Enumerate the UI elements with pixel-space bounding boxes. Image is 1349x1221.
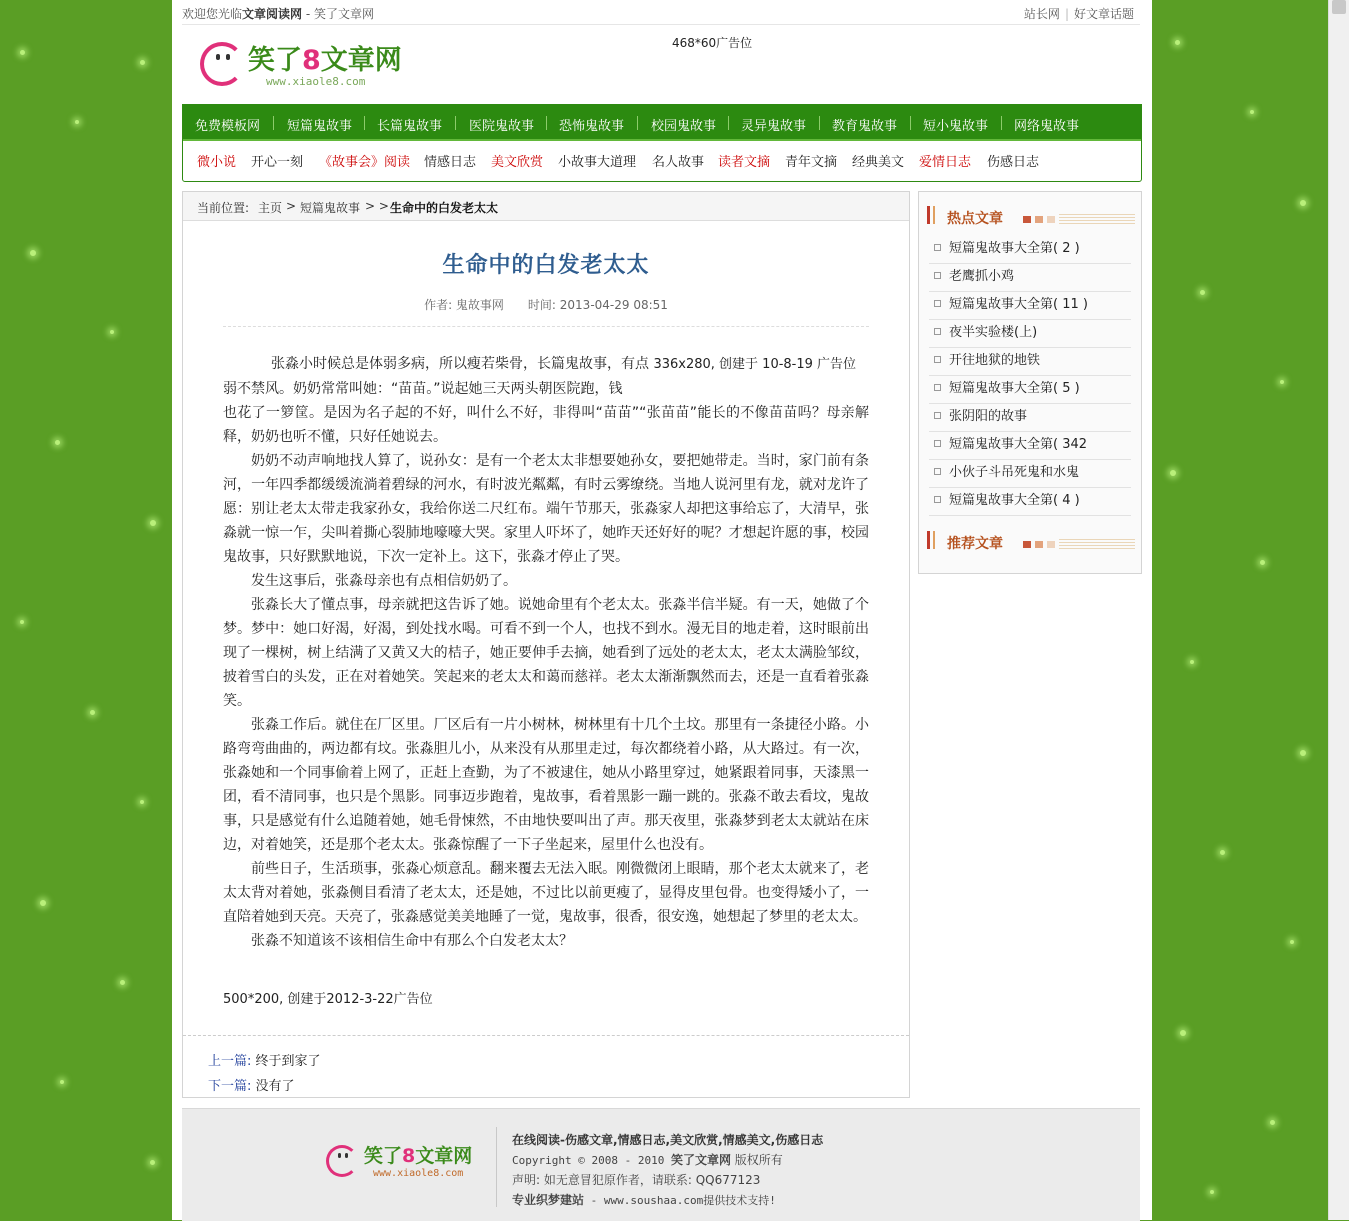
bottom-ad-placeholder[interactable]: 500*200, 创建于2012-3-22广告位 xyxy=(223,992,433,1007)
recommended-title: 推荐文章 xyxy=(947,536,1003,552)
nav-item-long-ghost[interactable]: 长篇鬼故事 xyxy=(377,119,443,134)
square-bullet-icon xyxy=(934,328,941,335)
square-bullet-icon xyxy=(934,468,941,475)
breadcrumb xyxy=(183,192,909,221)
subnav-prose[interactable]: 美文欣赏 xyxy=(491,155,544,170)
hot-articles-list xyxy=(929,236,1131,516)
subnav-youth-digest[interactable]: 青年文摘 xyxy=(785,155,838,170)
footer-site-link[interactable]: 笑了文章网 xyxy=(670,1153,731,1167)
list-item[interactable]: 小伙子斗吊死鬼和水鬼 xyxy=(929,460,1131,488)
nav-divider xyxy=(728,116,729,130)
list-item[interactable]: 开往地狱的地铁 xyxy=(929,348,1131,376)
bg-dot xyxy=(150,1160,155,1165)
footer-support: 专业织梦建站 - www.soushaa.com提供技术支持! xyxy=(512,1193,776,1207)
article-meta xyxy=(183,296,909,313)
footer-logo[interactable] xyxy=(326,1141,491,1185)
bg-dot xyxy=(1270,1120,1275,1125)
scrollbar-thumb[interactable] xyxy=(1332,0,1346,14)
nav-item-horror-ghost[interactable]: 恐怖鬼故事 xyxy=(559,119,625,134)
article-paragraph: 弱不禁风。奶奶常常叫她：“苗苗。”说起她三天两头朝医院跑，钱 xyxy=(223,381,623,397)
bg-dot xyxy=(1280,380,1284,384)
logo-url: www.xiaole8.com xyxy=(266,75,366,88)
article-paragraph: 张淼工作后。就住在厂区里。厂区后有一片小树林，树林里有十几个土坟。那里有一条捷径小路。小路弯弯曲曲的，两边都有坟。张淼胆儿小，从来没有从那里走过，每次都绕着小路，从大路过。有一次，张淼她和一个同事偷着上网了，正赶上查勤，为了不被逮住，她从小路里穿过，她紧跟着同事，天漆黑一团，看不清同事，也只是个黑影。同事迈步跑着，鬼故事，看着黑影一蹦一跳的。张淼不敢去看坟，鬼故事，只是感觉有什么追随着她，她毛骨悚然，不由地快要叫出了声。那天夜里，张淼梦到老太太就站在床边，对着她笑，还是那个老太太。张淼惊醒了一下子坐起来，屋里什么也没有。 xyxy=(223,717,869,853)
nav-item-supernatural-ghost[interactable]: 灵异鬼故事 xyxy=(741,119,807,134)
bg-dot xyxy=(1175,40,1180,45)
list-item[interactable]: 短篇鬼故事大全第( 11 ) xyxy=(929,292,1131,320)
next-article xyxy=(208,1075,295,1094)
hot-articles-title: 热点文章 xyxy=(947,211,1003,227)
page-container xyxy=(172,0,1152,1220)
logo-name: 笑了8文章网 xyxy=(248,45,402,76)
list-item[interactable]: 短篇鬼故事大全第( 2 ) xyxy=(929,236,1131,264)
footer-support-link[interactable]: 专业织梦建站 xyxy=(512,1193,585,1207)
nav-primary-bar xyxy=(183,105,1141,141)
heading-bar xyxy=(927,531,930,549)
heading-hatch xyxy=(1059,214,1135,224)
heading-square xyxy=(1023,541,1031,548)
main-navigation xyxy=(182,104,1142,182)
prev-article xyxy=(208,1050,321,1069)
list-item[interactable]: 老鹰抓小鸡 xyxy=(929,264,1131,292)
article-paragraph: 张淼长大了懂点事，母亲就把这告诉了她。说她命里有个老太太。张淼半信半疑。有一天，她做了个梦。梦中：她口好渴，好渴，到处找水喝。可看不到一个人，也找不到水。漫无目的地走着，这时眼前出现了一棵树，树上结满了又黄又大的桔子，她正要伸手去摘，她看到了远处的老太太，老太太满脸邹纹，披着雪白的头发，正在对着她笑。笑起来的老太太和蔼而慈祥。老太太渐渐飘然而去，还是一直看着张淼笑。 xyxy=(223,597,869,709)
bg-dot xyxy=(1170,470,1176,476)
breadcrumb-current: 生命中的白发老太太 xyxy=(390,201,499,215)
bg-dot xyxy=(1210,1190,1214,1194)
nav-item-tiny-ghost[interactable]: 短小鬼故事 xyxy=(923,119,989,134)
square-bullet-icon xyxy=(934,496,941,503)
bg-dot xyxy=(150,520,156,526)
bg-dot xyxy=(75,120,79,124)
bg-dot xyxy=(30,250,36,256)
heading-square xyxy=(1035,216,1043,223)
bg-dot xyxy=(120,980,125,985)
heading-hatch xyxy=(1059,539,1135,549)
square-bullet-icon xyxy=(934,384,941,391)
heading-bar xyxy=(933,531,935,549)
nav-item-internet-ghost[interactable]: 网络鬼故事 xyxy=(1014,119,1080,134)
bg-dot xyxy=(1300,200,1306,206)
breadcrumb-category[interactable]: 短篇鬼故事 xyxy=(300,201,361,215)
nav-item-hospital-ghost[interactable]: 医院鬼故事 xyxy=(469,119,535,134)
divider: | xyxy=(1064,7,1069,21)
nav-divider xyxy=(910,116,911,130)
heading-square xyxy=(1023,216,1031,223)
nav-item-free-templates[interactable]: 免费模板网 xyxy=(195,119,261,134)
next-article-link[interactable]: 没有了 xyxy=(255,1079,295,1094)
subnav-small-story-truth[interactable]: 小故事大道理 xyxy=(558,155,637,170)
bg-dot xyxy=(55,440,60,445)
welcome-text xyxy=(182,5,374,22)
subnav-readers-digest[interactable]: 读者文摘 xyxy=(718,155,771,170)
site-logo[interactable] xyxy=(198,38,418,94)
article-author: 作者: 鬼故事网 xyxy=(424,298,504,312)
nav-item-education-ghost[interactable]: 教育鬼故事 xyxy=(832,119,898,134)
nav-item-short-ghost[interactable]: 短篇鬼故事 xyxy=(287,119,353,134)
top-links xyxy=(1024,5,1134,22)
prev-article-link[interactable]: 终于到家了 xyxy=(255,1054,321,1069)
heading-square xyxy=(1035,541,1043,548)
article-bottom-divider xyxy=(183,1035,909,1036)
heading-square xyxy=(1047,216,1055,223)
bg-dot xyxy=(1180,1030,1186,1036)
footer-logo-name: 笑了8文章网 xyxy=(364,1145,473,1167)
bg-dot xyxy=(1200,290,1205,295)
nav-divider xyxy=(273,116,274,130)
subnav-micro-novel[interactable]: 微小说 xyxy=(197,155,237,170)
bg-dot xyxy=(60,1080,64,1084)
subnav-emotion-diary[interactable]: 情感日志 xyxy=(424,155,477,170)
top-ad-placeholder[interactable]: 468*60广告位 xyxy=(672,36,753,50)
article-paragraph: 前些日子，生活琐事，张淼心烦意乱。翻来覆去无法入眠。刚微微闭上眼睛，那个老太太就来了，老太太背对着她，张淼侧目看清了老太太，还是她，不过比以前更瘦了，显得皮里包骨。也变得矮小了，一直陪着她到天亮。天亮了，张淼感觉美美地睡了一觉，鬼故事，很香，很安逸，她想起了梦里的老太太。 xyxy=(223,861,869,925)
breadcrumb-separator: > xyxy=(286,199,297,213)
article-paragraph: 张淼不知道该不该相信生命中有那么个白发老太太？ xyxy=(251,933,573,949)
square-bullet-icon xyxy=(934,356,941,363)
heading-square xyxy=(1047,541,1055,548)
subnav-sad-diary[interactable]: 伤感日志 xyxy=(987,155,1040,170)
smiley-logo-icon xyxy=(200,42,244,86)
bg-dot xyxy=(1260,560,1265,565)
article-time: 时间: 2013-04-29 08:51 xyxy=(527,298,668,312)
footer-copyright: Copyright © 2008 - 2010 笑了文章网 版权所有 xyxy=(512,1153,783,1167)
sidebar-hot-heading xyxy=(927,206,1133,226)
article-paragraph: 张淼小时候总是体弱多病，所以瘦若柴骨，长篇鬼故事，有点 336x280, 创建于 10-8-19 广告位 xyxy=(271,356,857,372)
article-body xyxy=(223,352,869,953)
welcome-prefix: 欢迎您光临 xyxy=(182,7,243,21)
footer-keywords: 在线阅读-伤感文章,情感日志,美文欣赏,情感美文,伤感日志 xyxy=(512,1133,824,1147)
vertical-scrollbar[interactable] xyxy=(1328,0,1349,1220)
logo-eye xyxy=(216,54,220,60)
square-bullet-icon xyxy=(934,244,941,251)
top-bar xyxy=(182,0,1140,25)
smiley-logo-icon xyxy=(326,1145,358,1177)
list-item[interactable]: 夜半实验楼(上) xyxy=(929,320,1131,348)
nav-item-campus-ghost[interactable]: 校园鬼故事 xyxy=(651,119,717,134)
nav-divider xyxy=(1001,116,1002,130)
list-item[interactable]: 张阴阳的故事 xyxy=(929,404,1131,432)
list-item[interactable]: 短篇鬼故事大全第( 5 ) xyxy=(929,376,1131,404)
prev-label: 上一篇: xyxy=(208,1054,252,1069)
square-bullet-icon xyxy=(934,412,941,419)
breadcrumb-separator: > > xyxy=(365,199,389,213)
bg-dot xyxy=(40,900,46,906)
bg-dot xyxy=(1220,850,1225,855)
bg-dot xyxy=(140,800,144,804)
nav-divider xyxy=(819,116,820,130)
square-bullet-icon xyxy=(934,272,941,279)
nav-divider xyxy=(546,116,547,130)
article-panel xyxy=(182,191,910,1098)
list-item[interactable]: 短篇鬼故事大全第( 4 ) xyxy=(929,488,1131,516)
subnav-happy-moment[interactable]: 开心一刻 xyxy=(251,155,304,170)
next-label: 下一篇: xyxy=(208,1079,252,1094)
bg-dot xyxy=(20,50,25,55)
inline-ad-placeholder[interactable]: 336x280, 创建于 10-8-19 广告位 xyxy=(653,357,857,372)
list-item[interactable]: 短篇鬼故事大全第( 342 xyxy=(929,432,1131,460)
bg-dot xyxy=(1190,660,1194,664)
subnav-classic-prose[interactable]: 经典美文 xyxy=(852,155,905,170)
subnav-story-meeting[interactable]: 《故事会》阅读 xyxy=(319,155,411,170)
heading-bar xyxy=(927,206,930,224)
bg-dot xyxy=(90,710,95,715)
breadcrumb-prefix: 当前位置: xyxy=(197,201,250,215)
article-paragraph: 奶奶不动声响地找人算了，说孙女：是有一个老太太非想要她孙女，要把她带走。当时，家门前有条河，一年四季都缓缓流淌着碧绿的河水，有时波光粼粼，有时云雾缭绕。当地人说河里有龙，就对龙许了愿：别让老太太带走我家孙女，我给你送二尺红布。端午节那天，张淼家人却把这事给忘了，大清早，张淼就一惊一乍，尖叫着撕心裂肺地嚎嚎大哭。家里人吓坏了，她昨天还好好的呢？才想起许愿的事，校园鬼故事，只好默默地说，下次一定补上。这下，张淼才停止了哭。 xyxy=(223,453,869,565)
article-title: 生命中的白发老太太 xyxy=(442,253,650,278)
meta-divider xyxy=(223,326,869,327)
welcome-suffix: - 笑了文章网 xyxy=(302,7,374,21)
nav-divider xyxy=(364,116,365,130)
square-bullet-icon xyxy=(934,440,941,447)
bg-dot xyxy=(1300,750,1306,756)
bg-dot xyxy=(20,620,24,624)
footer-logo-url: www.xiaole8.com xyxy=(373,1168,464,1179)
subnav-love-diary[interactable]: 爱情日志 xyxy=(919,155,972,170)
logo-eye xyxy=(345,1153,348,1158)
bg-dot xyxy=(1290,940,1294,944)
logo-eye xyxy=(226,54,230,60)
bg-dot xyxy=(1250,110,1254,114)
footer xyxy=(182,1108,1140,1221)
article-paragraph: 发生这事后，张淼母亲也有点相信奶奶了。 xyxy=(251,573,517,589)
subnav-celebrity-story[interactable]: 名人故事 xyxy=(652,155,705,170)
nav-divider xyxy=(455,116,456,130)
sidebar-recommended-heading xyxy=(927,531,1133,551)
article-paragraph: 也花了一箩筐。是因为名子起的不好，叫什么不好，非得叫“苗苗”“张苗苗”能长的不像苗苗吗？母亲解释，奶奶也听不懂，只好任她说去。 xyxy=(223,405,869,445)
footer-statement: 声明: 如无意冒犯原作者，请联系: QQ677123 xyxy=(512,1173,761,1187)
breadcrumb-home[interactable]: 主页 xyxy=(258,201,283,215)
nav-divider xyxy=(637,116,638,130)
welcome-site-link[interactable]: 文章阅读网 xyxy=(242,7,303,21)
logo-eye xyxy=(338,1153,341,1158)
bg-dot xyxy=(110,330,114,334)
top-link-webmaster[interactable]: 站长网 xyxy=(1023,7,1060,21)
sidebar xyxy=(918,191,1142,574)
square-bullet-icon xyxy=(934,300,941,307)
heading-bar xyxy=(933,206,935,224)
footer-divider xyxy=(496,1127,497,1207)
top-link-topics[interactable]: 好文章话题 xyxy=(1073,7,1134,21)
bg-dot xyxy=(140,60,145,65)
